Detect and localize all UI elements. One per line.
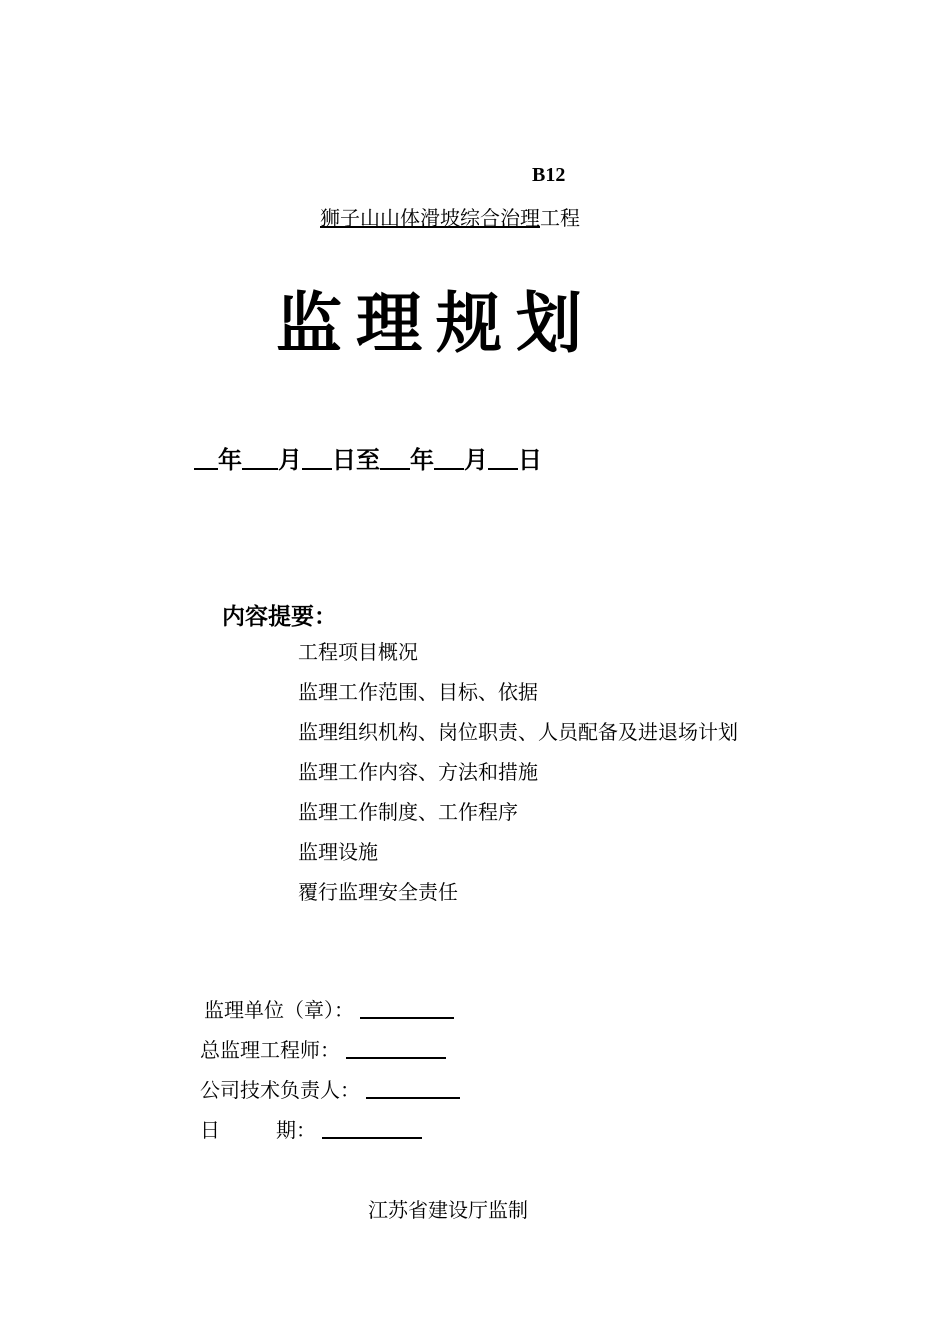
summary-item: 监理设施 — [298, 840, 378, 864]
date-label-first: 日 — [200, 1118, 220, 1142]
project-name — [320, 202, 580, 231]
summary-item: 监理组织机构、岗位职责、人员配备及进退场计划 — [298, 720, 738, 744]
period-line — [194, 440, 542, 475]
to-label: 至 — [356, 446, 380, 474]
document-code: B12 — [532, 164, 566, 186]
year-label-end: 年 — [410, 446, 434, 474]
year-blank-start — [194, 446, 218, 470]
date-row — [200, 1116, 460, 1156]
document-title: 监理规划 — [276, 285, 596, 362]
month-blank-start — [242, 446, 278, 470]
tech-lead-label: 公司技术负责人： — [200, 1078, 360, 1102]
day-label-start: 日 — [332, 446, 356, 474]
day-label-end: 日 — [518, 446, 542, 474]
supervisor-unit-line — [360, 997, 454, 1019]
summary-item: 监理工作制度、工作程序 — [298, 800, 518, 824]
supervisor-unit-label: 监理单位（章）： — [204, 998, 354, 1022]
tech-lead-line — [366, 1077, 460, 1099]
summary-item: 监理工作范围、目标、依据 — [298, 680, 538, 704]
month-label-start: 月 — [278, 446, 302, 474]
chief-engineer-line — [346, 1037, 446, 1059]
month-label-end: 月 — [464, 446, 488, 474]
signature-block — [200, 996, 460, 1156]
summary-label: 内容提要： — [222, 604, 337, 630]
month-blank-end — [434, 446, 464, 470]
chief-engineer-row — [200, 1036, 460, 1076]
day-blank-start — [302, 446, 332, 470]
summary-item: 工程项目概况 — [298, 640, 418, 664]
summary-list — [298, 638, 738, 918]
project-name-main: 狮子山山体滑坡综合治理 — [320, 206, 540, 230]
supervisor-unit-row — [200, 996, 460, 1036]
summary-item: 覆行监理安全责任 — [298, 880, 458, 904]
year-label-start: 年 — [218, 446, 242, 474]
day-blank-end — [488, 446, 518, 470]
year-blank-end — [380, 446, 410, 470]
summary-item: 监理工作内容、方法和措施 — [298, 760, 538, 784]
tech-lead-row — [200, 1076, 460, 1116]
issuer-footer: 江苏省建设厅监制 — [368, 1198, 528, 1222]
date-line — [322, 1117, 422, 1139]
project-name-suffix: 工程 — [540, 206, 580, 230]
chief-engineer-label: 总监理工程师： — [200, 1038, 340, 1062]
date-label-second: 期： — [276, 1118, 316, 1142]
